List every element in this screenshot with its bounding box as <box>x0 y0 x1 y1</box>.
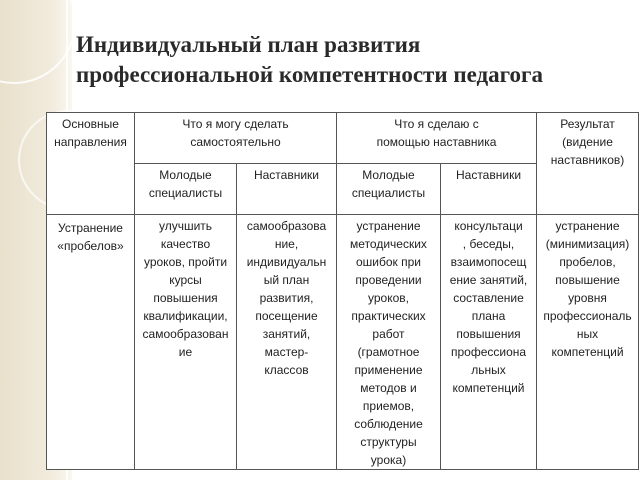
subheader-young-specialists-self: Молодые специалисты <box>135 164 237 215</box>
header-result: Результат (видение наставников) <box>537 113 639 215</box>
cell-help-young: устранение методических ошибок при проведении уроков, практических работ (грамотное применение методов и приемов, соблюдение структуры урока) <box>337 215 441 470</box>
table-header-row <box>47 113 639 164</box>
slide-title-line-1: Индивидуальный план развития <box>76 32 421 57</box>
development-plan-table <box>46 112 639 470</box>
subheader-young-specialists-help: Молодые специалисты <box>337 164 441 215</box>
subheader-mentors-self: Наставники <box>237 164 337 215</box>
row-direction-gaps: Устранение «пробелов» <box>47 215 135 470</box>
cell-result: устранение (минимизация) пробелов, повышение уровня профессиональ ных компетенций <box>537 215 639 470</box>
cell-self-mentors: самообразова ние, индивидуальн ый план развития, посещение занятий, мастер- классов <box>237 215 337 470</box>
cell-self-young: улучшить качество уроков, пройти курсы повышения квалификации, самообразован ие <box>135 215 237 470</box>
cell-help-mentors: консультаци , беседы, взаимопосещ ение занятий, составление плана повышения профессиона льных компетенций <box>441 215 537 470</box>
slide-title-line-2: профессиональной компетентности педагога <box>76 62 543 87</box>
header-directions: Основные направления <box>47 113 135 215</box>
header-with-mentor: Что я сделаю с помощью наставника <box>337 113 537 164</box>
table-row <box>47 215 639 470</box>
header-self: Что я могу сделать самостоятельно <box>135 113 337 164</box>
subheader-mentors-help: Наставники <box>441 164 537 215</box>
slide-title <box>76 30 636 90</box>
